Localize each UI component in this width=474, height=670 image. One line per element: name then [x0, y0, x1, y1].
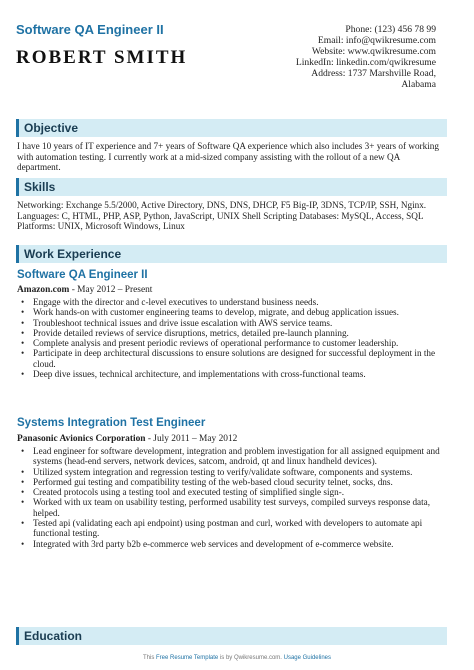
contact-phone: Phone: (123) 456 78 99: [345, 24, 436, 35]
job-dates: - July 2011 – May 2012: [145, 434, 238, 444]
list-item: • Utilized system integration and regression testing to verify/validate software, components and systems.: [33, 467, 443, 477]
work-section-header: [16, 245, 447, 263]
skills-text: Networking: Exchange 5.5/2000, Active Directory, DNS, DNS, DHCP, F5 Big-IP, 3DNS, TCP/IP, SSH, Nginx. Languages: C, HTML, PHP, ASP, Python, JavaScript, UNIX Shell Scripting Databases: MySQL, Access, SQL Platforms: UNIX, Microsoft Windows, Linux: [17, 200, 427, 232]
list-item: • Lead engineer for software development, integration and problem investigation for all assigned equipment and systems (head-end servers, network devices, satcom, android, qt and linux handheld devices).: [33, 446, 443, 467]
job-title: Systems Integration Test Engineer: [17, 417, 206, 429]
contact-website: Website: www.qwikresume.com: [311, 46, 436, 57]
work-heading: Work Experience: [24, 247, 122, 261]
contact-email: Email: info@qwikresume.com: [317, 35, 436, 46]
list-item: • Tested api (validating each api endpoint) using postman and curl, worked with developers to automate api functional testing.: [33, 518, 443, 539]
list-item: • Work hands-on with customer engineering teams to develop, migrate, and debug application issues.: [33, 307, 443, 317]
objective-heading: Objective: [24, 121, 79, 135]
skills-heading: Skills: [24, 180, 56, 194]
contact-block: [246, 24, 436, 90]
list-item: • Participate in deep architectural discussions to ensure solutions are designed for successful deployment in the cloud.: [33, 348, 443, 369]
list-item: • Created protocols using a testing tool and executed testing of simplified single sign-.: [33, 487, 443, 497]
list-item: • Performed gui testing and compatibility testing of the web-based cloud security telnet, socks, dns.: [33, 477, 443, 487]
list-item: • Worked with ux team on usability testing, performed usability test surveys, compiled surveys response data, helped.: [33, 497, 443, 518]
list-item: • Troubleshoot technical issues and drive issue escalation with AWS service teams.: [33, 318, 443, 328]
job-company-line: [17, 285, 152, 295]
objective-section-header: [16, 119, 447, 137]
education-heading: Education: [24, 629, 83, 643]
job-company: Amazon.com: [17, 285, 70, 295]
list-item: • Provide detailed reviews of service disruptions, metrics, detailed pre-launch planning.: [33, 328, 443, 338]
contact-linkedin: LinkedIn: linkedin.com/qwikresume: [295, 57, 436, 68]
footer-guidelines-link[interactable]: Usage Guidelines: [283, 655, 331, 661]
header-job-title: Software QA Engineer II: [16, 22, 164, 37]
job-company: Panasonic Avionics Corporation: [17, 434, 146, 444]
education-section-header: [16, 627, 447, 645]
list-item: • Integrated with 3rd party b2b e-commerce web services and development of e-commerce website.: [33, 539, 443, 549]
job-bullets: [17, 446, 443, 549]
job-title: Software QA Engineer II: [17, 269, 148, 281]
candidate-name: ROBERT SMITH: [16, 47, 188, 68]
job-bullets: [17, 297, 443, 379]
footer-template-link[interactable]: Free Resume Template: [156, 655, 219, 661]
job-dates: - May 2012 – Present: [69, 285, 153, 295]
contact-address: Address: 1737 Marshville Road,: [311, 68, 436, 79]
objective-text: I have 10 years of IT experience and 7+ years of Software QA experience which also includes 3+ years of working with automation testing. I currently work at a mid-sized company assisting with the rollout of a new QA department.: [17, 141, 439, 173]
footer-middle: is by Qwikresume.com.: [219, 655, 282, 661]
job-company-line: [17, 434, 237, 444]
footer-note: [0, 655, 474, 661]
contact-address-state: Alabama: [401, 79, 436, 90]
footer-prefix: This: [143, 655, 155, 661]
list-item: • Deep dive issues, technical architecture, and implementations with cross-functional teams.: [33, 369, 443, 379]
skills-section-header: [16, 178, 447, 196]
list-item: • Engage with the director and c-level executives to understand business needs.: [33, 297, 443, 307]
list-item: • Complete analysis and present periodic reviews of operational performance to customer leadership.: [33, 338, 443, 348]
